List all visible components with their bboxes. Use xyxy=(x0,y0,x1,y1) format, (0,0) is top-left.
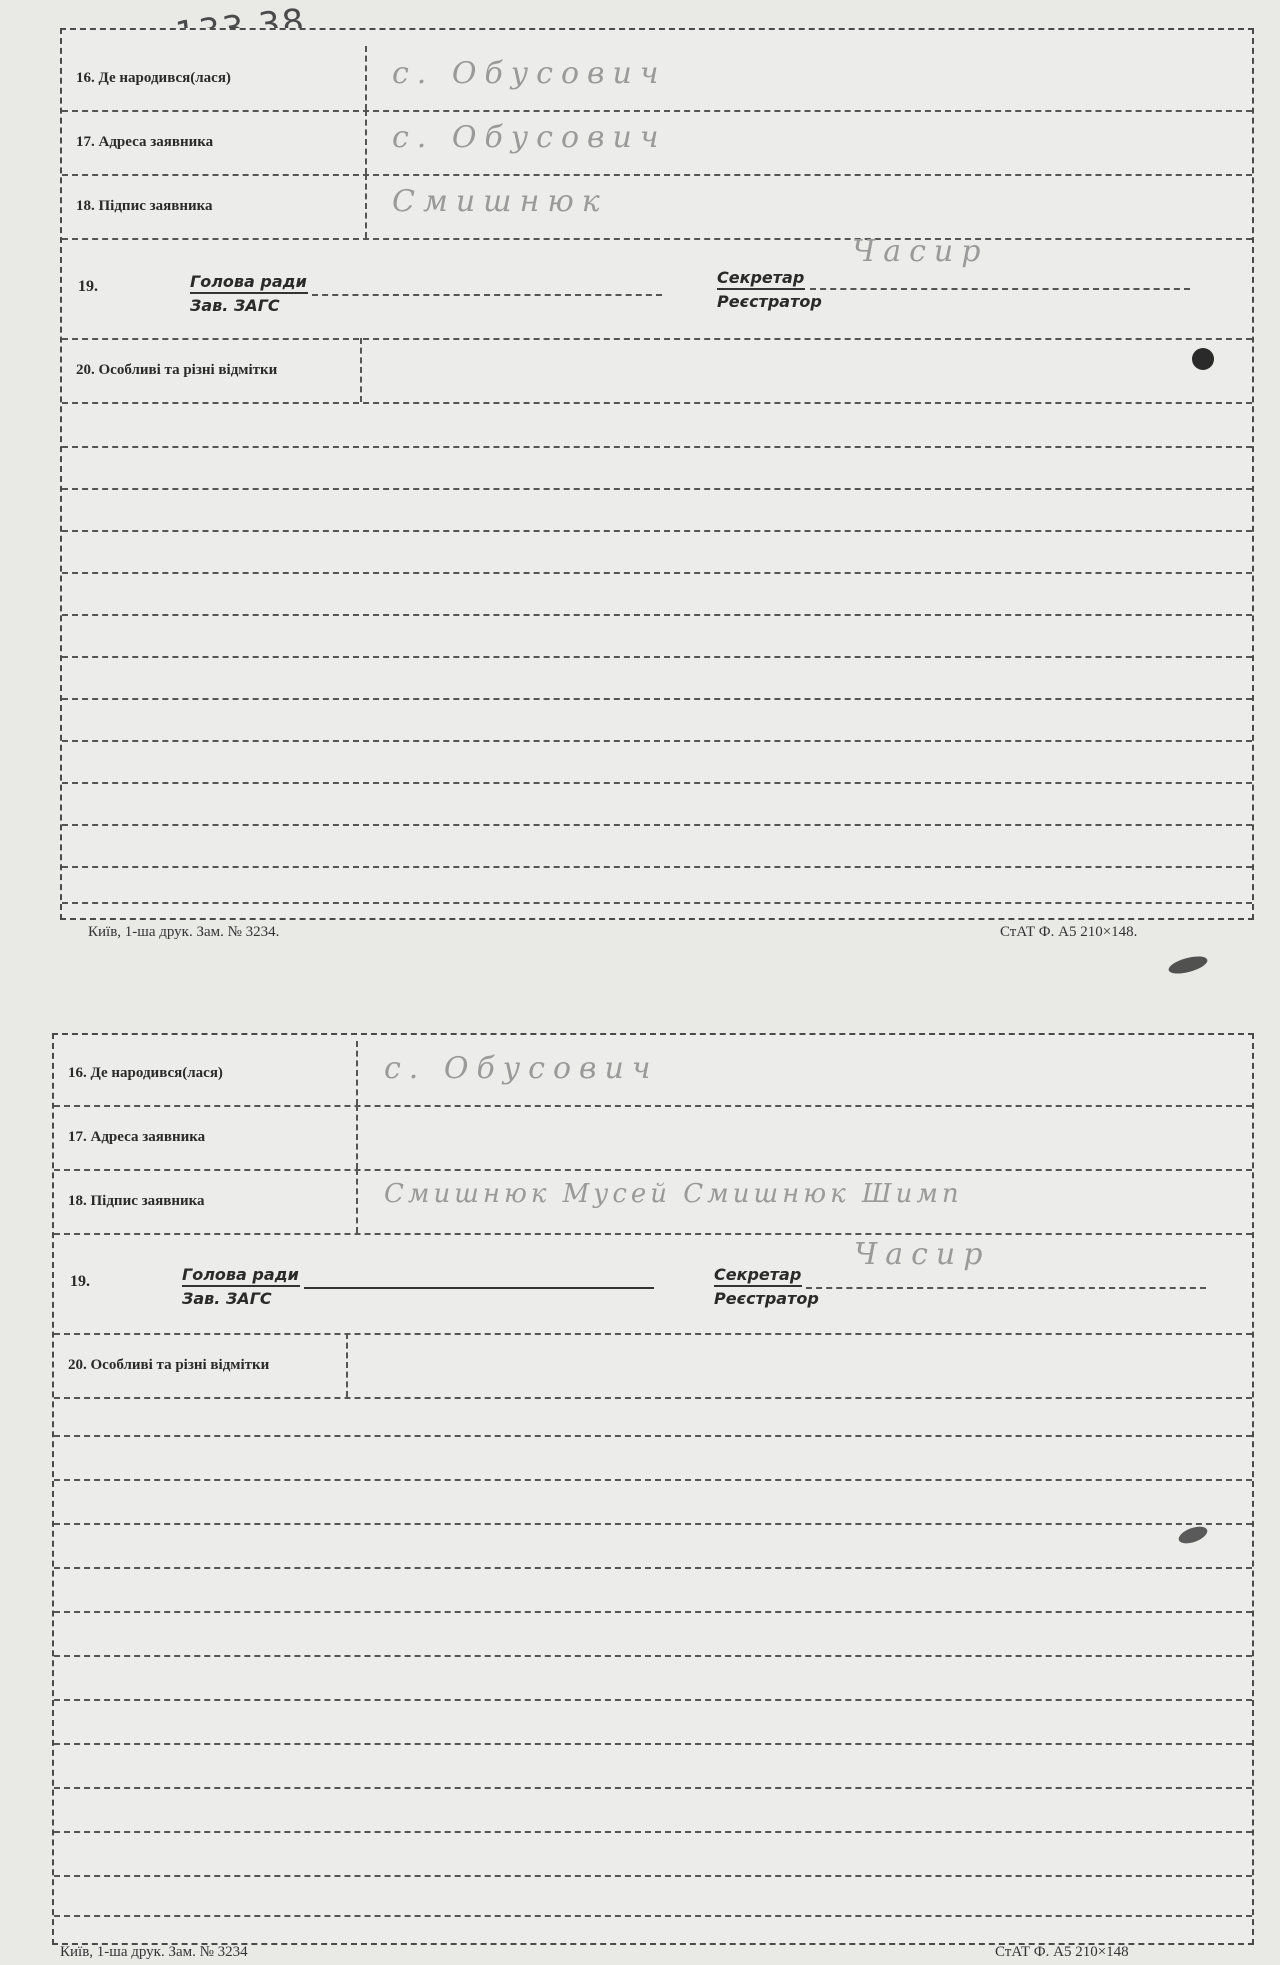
official-signature-row xyxy=(54,1233,1252,1335)
registration-card-bottom xyxy=(52,1033,1254,1945)
field-label: 17. Адреса заявника xyxy=(62,110,367,174)
remarks-line xyxy=(54,1655,1252,1657)
remarks-line xyxy=(62,656,1252,658)
signature-line-left xyxy=(304,1287,654,1289)
remarks-label: 20. Особливі та різні відмітки xyxy=(62,338,362,402)
field-label: 16. Де народився(лася) xyxy=(54,1041,358,1105)
remarks-label: 20. Особливі та різні відмітки xyxy=(54,1333,348,1397)
punch-hole-mark xyxy=(1167,953,1209,977)
title-underline xyxy=(714,1285,802,1287)
remarks-line xyxy=(54,1699,1252,1701)
field-row-applicant-address xyxy=(62,110,1252,176)
field-row-birthplace xyxy=(62,46,1252,112)
chairman-title: Голова ради xyxy=(190,272,307,291)
field-number: 19. xyxy=(78,278,98,295)
title-underline xyxy=(190,292,308,294)
secretary-title: Секретар xyxy=(714,1265,802,1284)
field-row-applicant-signature xyxy=(54,1169,1252,1235)
field-label: 18. Підпис заявника xyxy=(62,174,367,238)
remarks-row xyxy=(62,338,1252,404)
remarks-line xyxy=(62,782,1252,784)
handwritten-entry: с. Обусович xyxy=(384,1051,659,1086)
title-underline xyxy=(717,288,805,290)
handwritten-signature: Часир xyxy=(852,234,989,269)
secretary-title: Секретар xyxy=(717,268,805,287)
remarks-line xyxy=(54,1435,1252,1437)
remarks-line xyxy=(62,866,1252,868)
remarks-line xyxy=(62,446,1252,448)
handwritten-entry: Смишнюк Мусей Смишнюк Шимп xyxy=(384,1179,963,1209)
field-label: 17. Адреса заявника xyxy=(54,1105,358,1169)
registry-head-title: Зав. ЗАГС xyxy=(190,296,280,315)
remarks-line xyxy=(62,740,1252,742)
remarks-line xyxy=(54,1875,1252,1877)
field-label: 16. Де народився(лася) xyxy=(62,46,367,110)
remarks-line xyxy=(54,1831,1252,1833)
print-info-left: Київ, 1-ша друк. Зам. № 3234 xyxy=(60,1944,248,1960)
handwritten-entry: Смишнюк xyxy=(392,184,608,219)
remarks-line xyxy=(62,614,1252,616)
official-signature-row xyxy=(62,234,1252,340)
remarks-line xyxy=(54,1479,1252,1481)
field-label: 18. Підпис заявника xyxy=(54,1169,358,1233)
print-info-left: Київ, 1-ша друк. Зам. № 3234. xyxy=(88,924,280,940)
registrar-title: Реєстратор xyxy=(714,1289,819,1308)
signature-line-left xyxy=(312,294,662,296)
remarks-line xyxy=(62,572,1252,574)
remarks-line xyxy=(54,1611,1252,1613)
punch-hole-mark xyxy=(1192,348,1214,370)
remarks-line xyxy=(62,902,1252,904)
field-row-birthplace xyxy=(54,1041,1252,1107)
remarks-line xyxy=(62,530,1252,532)
chairman-title: Голова ради xyxy=(182,1265,299,1284)
remarks-line xyxy=(54,1787,1252,1789)
field-number: 19. xyxy=(70,1273,90,1290)
handwritten-entry: с. Обусович xyxy=(392,56,667,91)
remarks-row xyxy=(54,1333,1252,1399)
field-row-applicant-signature xyxy=(62,174,1252,240)
remarks-line xyxy=(62,824,1252,826)
remarks-line xyxy=(62,698,1252,700)
remarks-line xyxy=(54,1523,1252,1525)
title-underline xyxy=(182,1285,300,1287)
remarks-line xyxy=(54,1743,1252,1745)
remarks-line xyxy=(54,1567,1252,1569)
handwritten-signature: Часир xyxy=(854,1237,991,1272)
remarks-line xyxy=(54,1915,1252,1917)
field-row-applicant-address xyxy=(54,1105,1252,1171)
remarks-line xyxy=(62,488,1252,490)
signature-line-right xyxy=(806,1287,1206,1289)
signature-line-right xyxy=(810,288,1190,290)
print-info-right: СтАТ Ф. А5 210×148 xyxy=(995,1944,1129,1960)
handwritten-entry: с. Обусович xyxy=(392,120,667,155)
registry-head-title: Зав. ЗАГС xyxy=(182,1289,272,1308)
registration-card-top xyxy=(60,28,1254,920)
registrar-title: Реєстратор xyxy=(717,292,822,311)
print-info-right: СтАТ Ф. А5 210×148. xyxy=(1000,924,1138,940)
